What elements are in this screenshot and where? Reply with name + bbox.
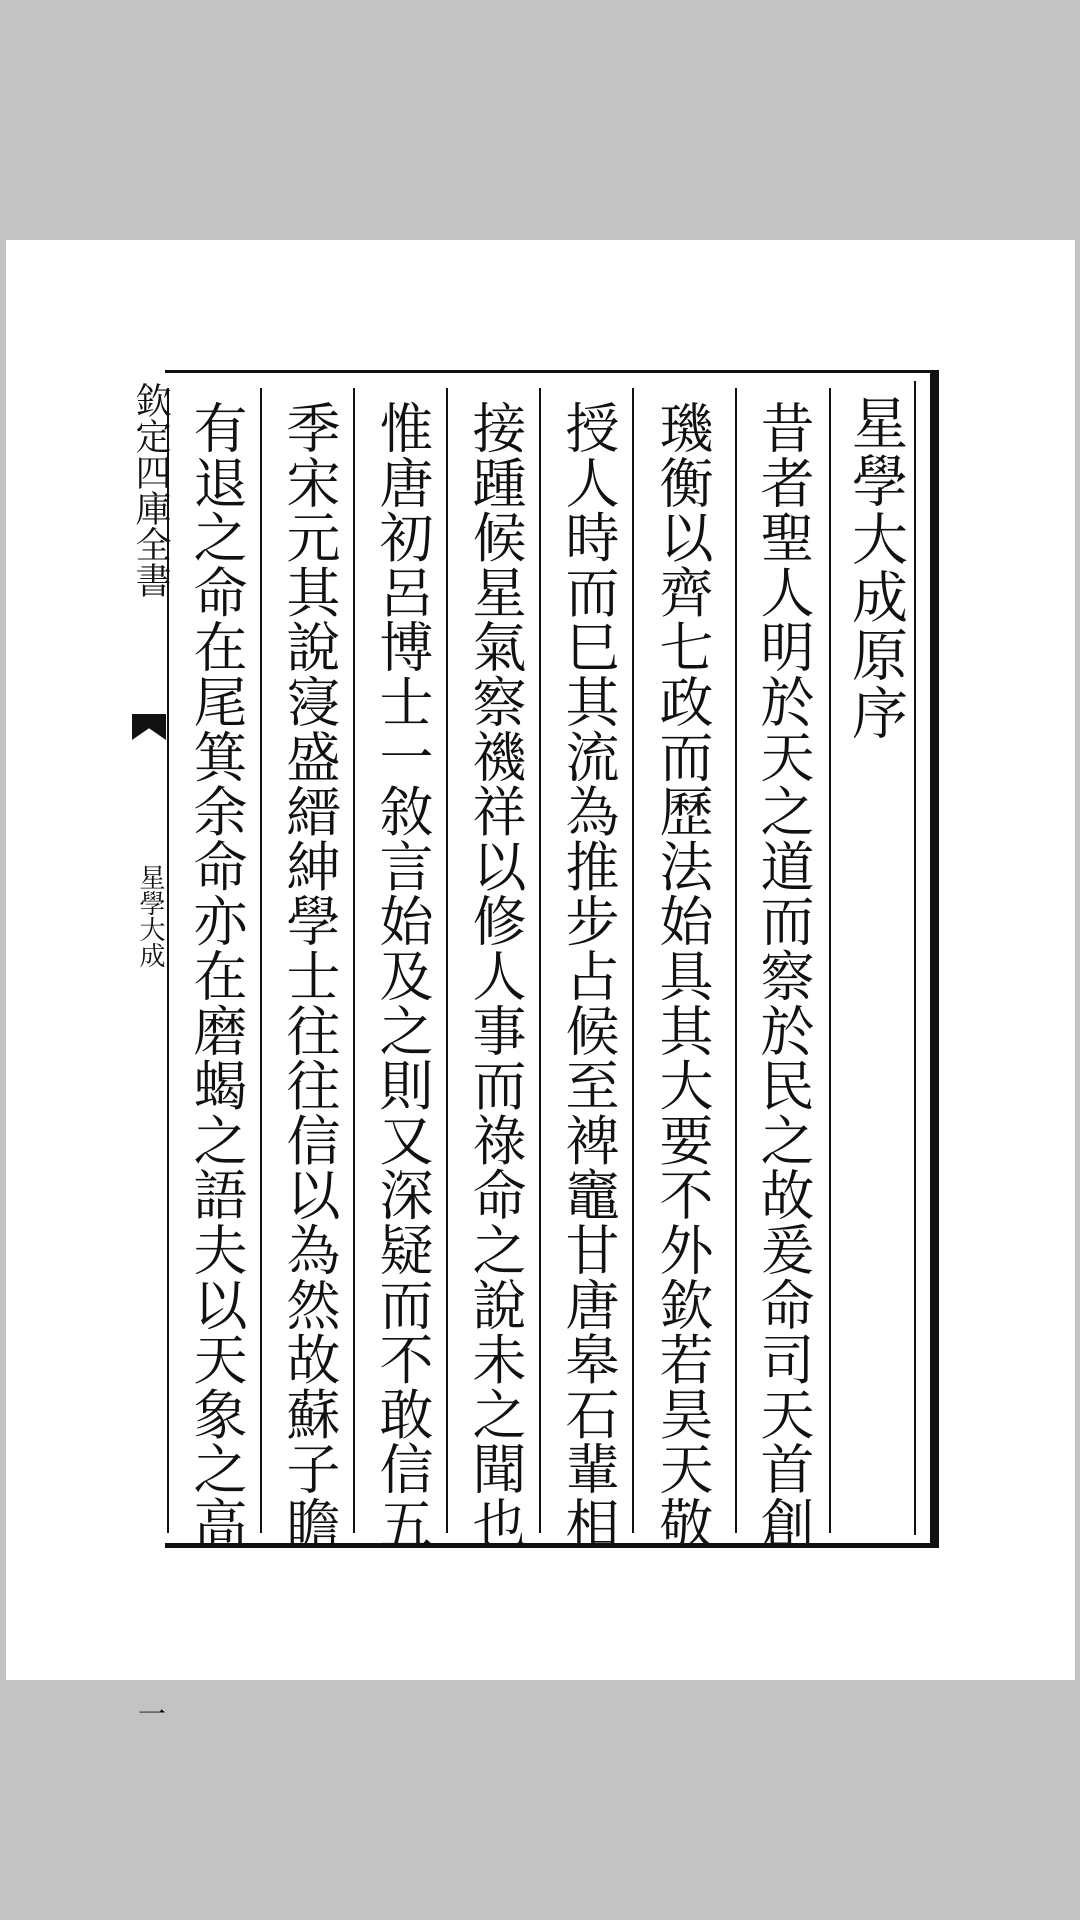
- text-column: [636, 388, 728, 1551]
- margin-volume-label: 星學大成: [135, 864, 165, 968]
- text-column: [737, 388, 829, 1551]
- title-column: [829, 388, 921, 1538]
- column-rule: [167, 388, 169, 1533]
- text-line-1: 昔者聖人明於天之道而察於民之故爰命司天首創: [752, 400, 815, 1551]
- text-column: [263, 388, 355, 1551]
- fishtail-ornament: [132, 714, 166, 740]
- margin-page-number: 一: [134, 1699, 167, 1727]
- text-line-7: 有退之命在尾箕余命亦在磨蝎之語夫以天象之高: [185, 400, 248, 1551]
- text-line-3: 授人時而巳其流為推步占候至裨竈甘唐皋石輩相: [557, 400, 620, 1551]
- text-column: [449, 388, 541, 1551]
- text-line-2: 璣衡以齊七政而歷法始具其大要不外欽若昊天敬: [651, 400, 714, 1551]
- text-line-5: 惟唐初呂博士一敘言始及之則又深疑而不敢信五: [371, 400, 434, 1551]
- text-line-4: 接踵候星氣察禨祥以修人事而祿命之說未之聞也: [464, 400, 527, 1551]
- margin-book-title: 欽定四庫全書: [130, 382, 171, 598]
- preface-title: 星學大成原序: [843, 394, 908, 742]
- text-line-6: 季宋元其說寖盛縉紳學士往往信以為然故蘇子瞻: [278, 400, 341, 1551]
- text-column: [170, 388, 262, 1551]
- page-margin-column: [130, 374, 171, 1727]
- text-column: [356, 388, 448, 1551]
- text-column: [542, 388, 634, 1551]
